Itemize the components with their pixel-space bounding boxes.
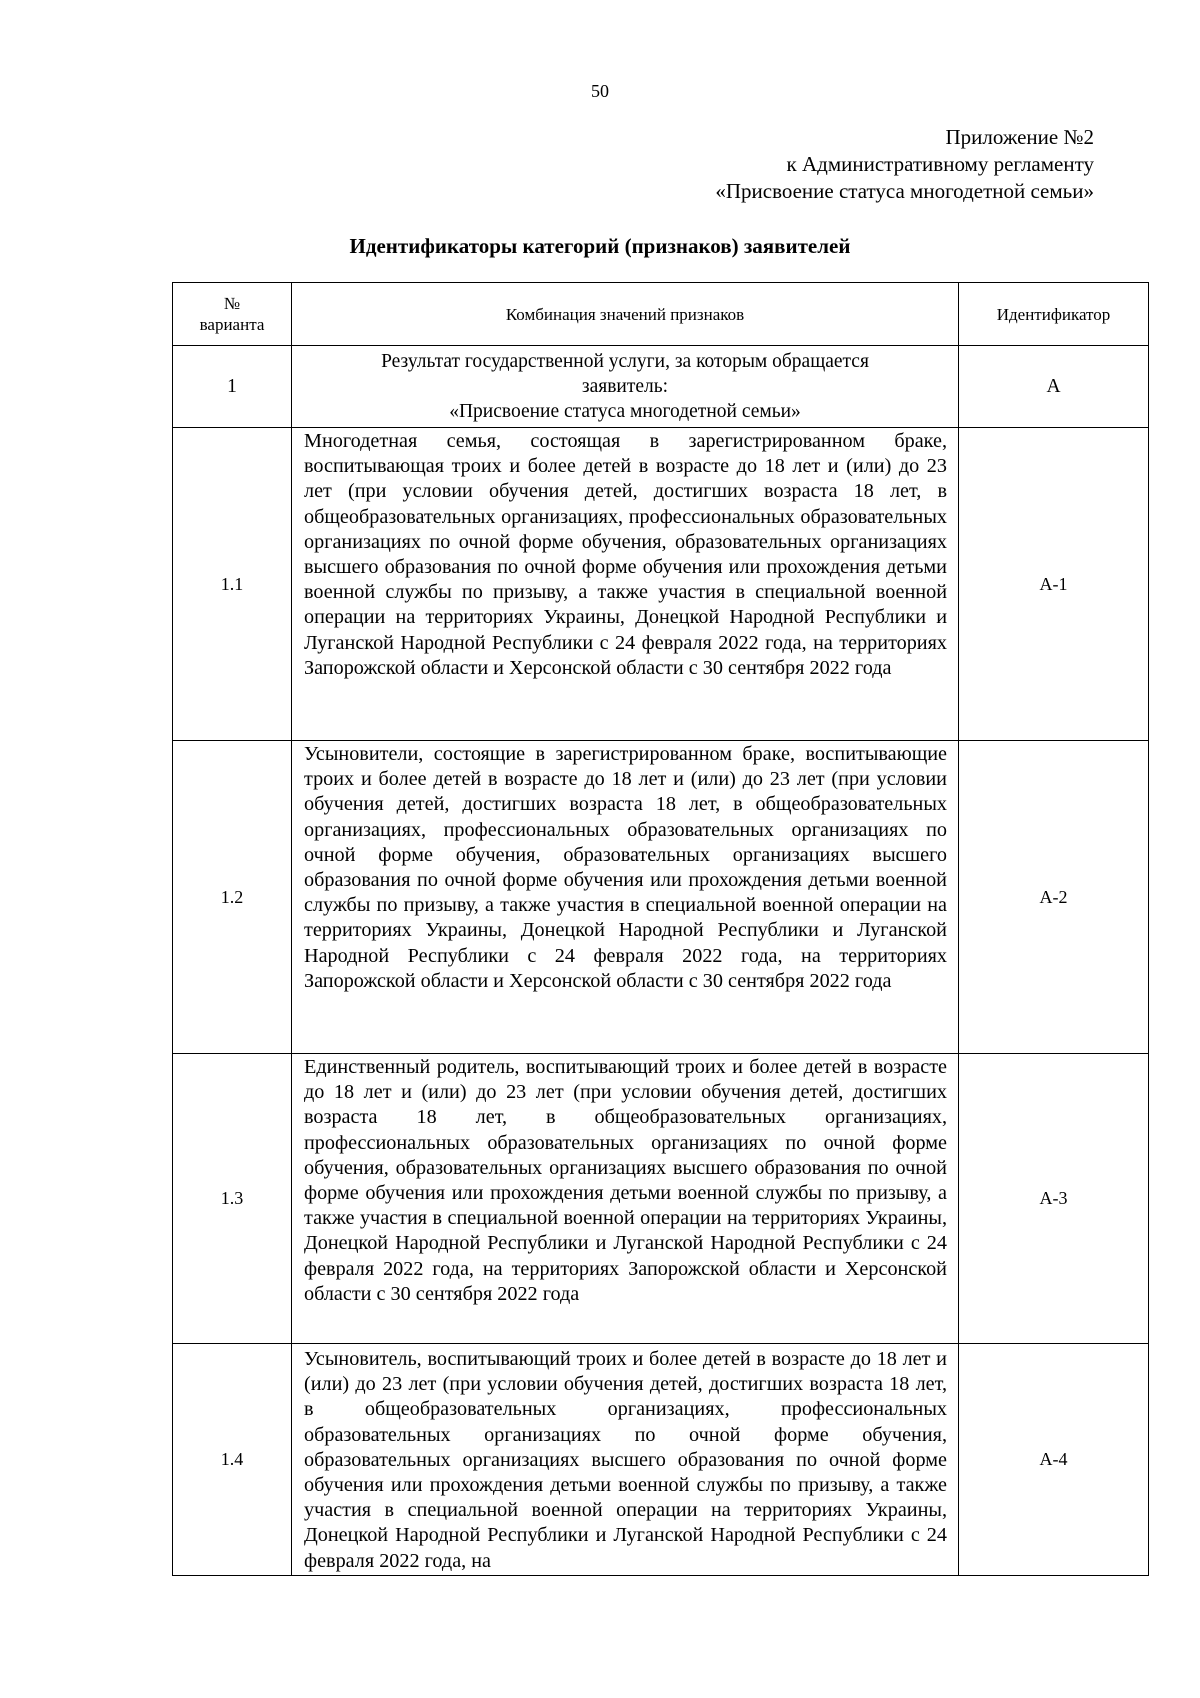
identifiers-table [172,282,1149,1576]
result-line-1: Результат государственной услуги, за которым обращается [381,351,869,372]
row-identifier: А-3 [959,1054,1149,1344]
result-row-description [292,346,959,428]
header-variant-number [173,283,292,346]
row-description: Усыновители, состоящие в зарегистрированном браке, воспитывающие троих и более детей в возрасте до 18 лет и (или) до 23 лет (при условии обучения детей, достигших возраста 18 лет, в общеобразовательных организациях, профессиональных образовательных организациях по очной форме обучения, образовательных организациях высшего образования по очной форме обучения или прохождения детьми военной службы по призыву, а также участия в специальной военной операции на территориях Украины, Донецкой Народной Республики и Луганской Народной Республики с 24 февраля 2022 года, на территориях Запорожской области и Херсонской области с 30 сентября 2022 года [292,741,959,1054]
appendix-regulation-name: «Присвоение статуса многодетной семьи» [715,179,1094,203]
header-combination: Комбинация значений признаков [292,283,959,346]
appendix-header [715,124,1094,205]
header-variant-number-sign: № [223,294,241,313]
row-description: Многодетная семья, состоящая в зарегистрированном браке, воспитывающая троих и более детей в возрасте до 18 лет и (или) до 23 лет (при условии обучения детей, достигших возраста 18 лет, в общеобразовательных организациях, профессиональных образовательных организациях по очной форме обучения, образовательных организациях высшего образования по очной форме обучения или прохождения детьми военной службы по призыву, а также участия в специальной военной операции на территориях Украины, Донецкой Народной Республики и Луганской Народной Республики с 24 февраля 2022 года, на территориях Запорожской области и Херсонской области с 30 сентября 2022 года [292,428,959,741]
row-number: 1.4 [173,1344,292,1576]
result-row [173,346,1149,428]
table-row [173,741,1149,1054]
result-row-number: 1 [173,346,292,428]
table-row [173,1344,1149,1576]
row-identifier: А-1 [959,428,1149,741]
row-description [292,1344,959,1576]
header-variant-label: варианта [199,315,265,334]
result-line-2: заявитель: [581,376,669,397]
row-identifier: А-2 [959,741,1149,1054]
appendix-reference: к Административному регламенту [786,152,1094,176]
page-number: 50 [591,81,609,101]
row-number: 1.3 [173,1054,292,1344]
row-identifier: А-4 [959,1344,1149,1576]
table-row [173,428,1149,741]
header-identifier: Идентификатор [959,283,1149,346]
row-number: 1.1 [173,428,292,741]
appendix-title: Приложение №2 [945,125,1094,149]
document-title: Идентификаторы категорий (признаков) заявителей [349,234,851,258]
table-row [173,1054,1149,1344]
table-header-row [173,283,1149,346]
row-description-text: Усыновитель, воспитывающий троих и более детей в возрасте до 18 лет и (или) до 23 лет (при условии обучения детей, достигших возраста 18 лет, в общеобразовательных организациях, профессиональных образовательных организациях по очной форме обучения, образовательных организациях высшего образования по очной форме обучения или прохождения детьми военной службы по призыву, а также участия в специальной военной операции на территориях Украины, Донецкой Народной Республики и Луганской Народной Республики с 24 февраля 2022 года, на [304,1348,947,1572]
row-description: Единственный родитель, воспитывающий троих и более детей в возрасте до 18 лет и (или) до 23 лет (при условии обучения детей, достигших возраста 18 лет, в общеобразовательных организациях, профессиональных образовательных организациях по очной форме обучения, образовательных организациях высшего образования по очной форме обучения или прохождения детьми военной службы по призыву, а также участия в специальной военной операции на территориях Украины, Донецкой Народной Республики и Луганской Народной Республики с 24 февраля 2022 года, на территориях Запорожской области и Херсонской области с 30 сентября 2022 года [292,1054,959,1344]
row-number: 1.2 [173,741,292,1054]
result-line-3: «Присвоение статуса многодетной семьи» [449,401,801,422]
result-row-identifier: А [959,346,1149,428]
